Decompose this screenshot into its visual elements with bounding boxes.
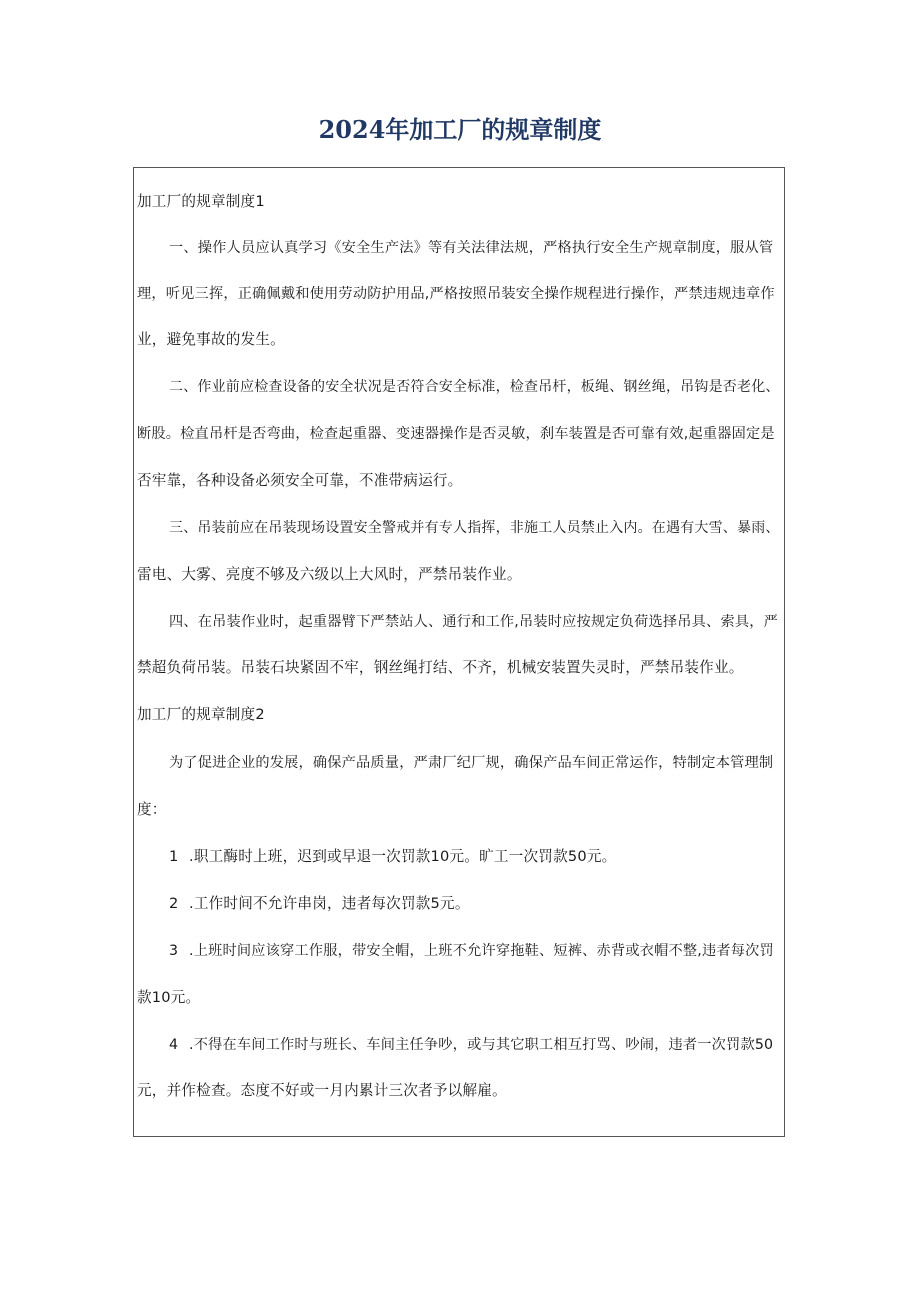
numbered-rule-line: [137, 892, 780, 916]
body-text-line: 否牢靠，各种设备必须安全可靠，不准带病运行。: [137, 472, 463, 489]
document-title: 2024年加工厂的规章制度: [318, 115, 602, 144]
rule-text: .工作时间不允许串岗，违者每次罚款5元。: [189, 895, 470, 912]
body-text-line: 加工厂的规章制度1: [137, 193, 265, 210]
rule-number: 1: [169, 848, 179, 865]
body-text-line: 一、操作人员应认真学习《安全生产法》等有关法律法规，严格执行安全生产规章制度，服从管: [169, 240, 774, 256]
numbered-rule-line: [137, 939, 780, 963]
body-text-line: 雷电、大雾、亮度不够及六级以上大风时，严禁吊装作业。: [137, 566, 522, 583]
body-text-line: 元，并作检查。态度不好或一月内累计三次者予以解雇。: [137, 1082, 507, 1099]
rule-number: 2: [169, 895, 179, 912]
body-text-line: 禁超负荷吊装。吊装石块紧固不牢，钢丝绳打结、不齐，机械安装置失灵时，严禁吊装作业。: [137, 659, 744, 676]
rule-number: 4: [169, 1037, 179, 1053]
body-text-line: 款10元。: [137, 989, 201, 1006]
body-text-line: 四、在吊装作业时，起重器臂下严禁站人、通行和工作,吊装时应按规定负荷选择吊具、索具，严: [169, 614, 778, 630]
body-text-line: 加工厂的规章制度2: [137, 706, 265, 723]
rule-text: .不得在车间工作时与班长、车间主任争吵，或与其它职工相互打骂、吵闹，违者一次罚款50: [189, 1037, 774, 1053]
body-text-line: 度：: [137, 801, 167, 818]
body-text-line: 断股。检直吊杆是否弯曲，检查起重器、变速器操作是否灵敏，刹车装置是否可靠有效,起重器固定是: [137, 426, 775, 442]
body-text-line: 理，听见三挥，正确佩戴和使用劳动防护用品,严格按照吊装安全操作规程进行操作，严禁违规违章作: [137, 286, 775, 302]
numbered-rule-line: [137, 1033, 780, 1057]
numbered-rule-line: [137, 845, 780, 869]
body-text-line: 三、吊装前应在吊装现场设置安全警戒并有专人指挥，非施工人员禁止入内。在遇有大雪、暴雨、: [169, 520, 780, 536]
rule-number: 3: [169, 943, 179, 959]
body-text-line: 二、作业前应检查设备的安全状况是否符合安全标准，检查吊杆，板绳、钢丝绳，吊钩是否老化、: [169, 379, 780, 395]
body-text-line: 为了促进企业的发展，确保产品质量，严肃厂纪厂规，确保产品车间正常运作，特制定本管理制: [169, 755, 774, 771]
rule-text: .职工酶时上班，迟到或早退一次罚款10元。旷工一次罚款50元。: [189, 848, 617, 865]
content-box: [133, 167, 785, 1137]
body-text-line: 业，避免事故的发生。: [137, 331, 285, 348]
rule-text: .上班时间应该穿工作服，带安全帽，上班不允许穿拖鞋、短裤、赤背或衣帽不整,违者每次罚: [189, 943, 774, 959]
